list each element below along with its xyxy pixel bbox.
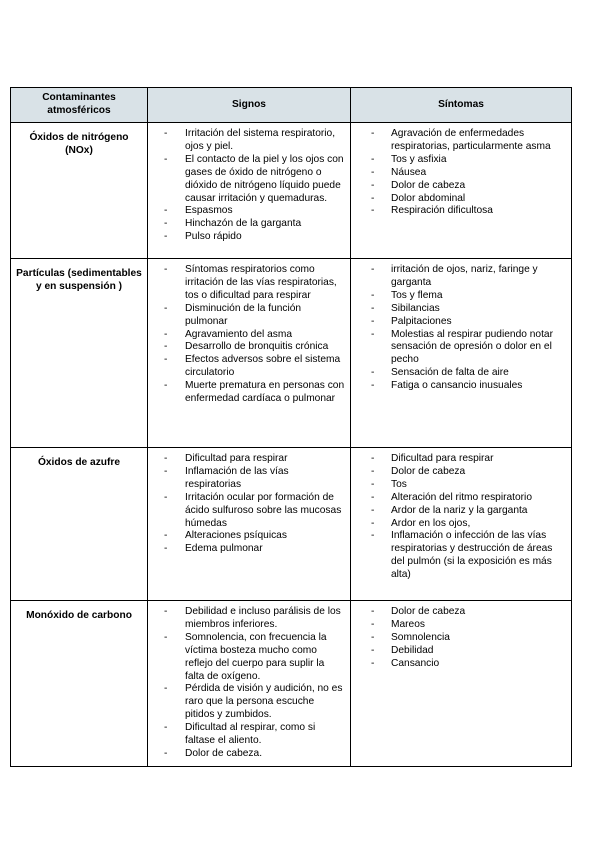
- list-item: - Fatiga o cansancio inusuales: [355, 380, 567, 393]
- table-body: [11, 123, 572, 767]
- header-sintomas: Síntomas: [351, 88, 572, 123]
- list-item: - Pérdida de visión y audición, no es raro que la persona escuche pitidos y zumbidos.: [152, 683, 346, 722]
- sintomas-list: [355, 453, 567, 582]
- list-item: - Dolor de cabeza.: [152, 748, 346, 761]
- list-item: - Agravamiento del asma: [152, 329, 346, 342]
- list-item: - Ardor de la nariz y la garganta: [355, 505, 567, 518]
- list-item: - Respiración dificultosa: [355, 205, 567, 218]
- sintomas-list: [355, 128, 567, 218]
- list-item: - Hinchazón de la garganta: [152, 218, 346, 231]
- contaminant-name: Monóxido de carbono: [11, 601, 148, 767]
- list-item: - Dificultad para respirar: [152, 453, 346, 466]
- contaminant-name: Óxidos de azufre: [11, 448, 148, 601]
- list-item: - Dolor abdominal: [355, 193, 567, 206]
- list-item: - Irritación del sistema respiratorio, ojos y piel.: [152, 128, 346, 154]
- list-item: - Somnolencia, con frecuencia la víctima bosteza mucho como reflejo del cuerpo para suplir la falta de oxígeno.: [152, 632, 346, 684]
- row-oxidos-azufre: [11, 448, 572, 601]
- table-header: [11, 88, 572, 123]
- list-item: - Náusea: [355, 167, 567, 180]
- list-item: - Tos: [355, 479, 567, 492]
- contaminants-table: [10, 87, 572, 767]
- list-item: - Palpitaciones: [355, 316, 567, 329]
- contaminant-name: Partículas (sedimentables y en suspensión ): [11, 259, 148, 448]
- list-item: - Disminución de la función pulmonar: [152, 303, 346, 329]
- list-item: - Alteración del ritmo respiratorio: [355, 492, 567, 505]
- list-item: - irritación de ojos, nariz, faringe y garganta: [355, 264, 567, 290]
- signos-list: [152, 453, 346, 556]
- list-item: - Debilidad e incluso parálisis de los miembros inferiores.: [152, 606, 346, 632]
- list-item: - Dificultad para respirar: [355, 453, 567, 466]
- list-item: - Muerte prematura en personas con enfermedad cardíaca o pulmonar: [152, 380, 346, 406]
- list-item: - Dolor de cabeza: [355, 466, 567, 479]
- list-item: - Somnolencia: [355, 632, 567, 645]
- sintomas-list: [355, 264, 567, 393]
- list-item: - Sensación de falta de aire: [355, 367, 567, 380]
- list-item: - Dolor de cabeza: [355, 180, 567, 193]
- header-contaminantes: Contaminantes atmosféricos: [11, 88, 148, 123]
- signos-list: [152, 264, 346, 406]
- list-item: - Cansancio: [355, 658, 567, 671]
- list-item: - Desarrollo de bronquitis crónica: [152, 341, 346, 354]
- signos-cell: [148, 448, 351, 601]
- signos-list: [152, 128, 346, 244]
- list-item: - Molestias al respirar pudiendo notar sensación de opresión o dolor en el pecho: [355, 329, 567, 368]
- list-item: - Ardor en los ojos,: [355, 518, 567, 531]
- list-item: - El contacto de la piel y los ojos con gases de óxido de nitrógeno o dióxido de nitrógeno líquido puede causar irritación y quemaduras.: [152, 154, 346, 206]
- row-oxidos-nitrogeno: [11, 123, 572, 259]
- sintomas-cell: [351, 448, 572, 601]
- header-row: [11, 88, 572, 123]
- row-monoxido-carbono: [11, 601, 572, 767]
- list-item: - Tos y flema: [355, 290, 567, 303]
- header-signos: Signos: [148, 88, 351, 123]
- list-item: - Espasmos: [152, 205, 346, 218]
- sintomas-list: [355, 606, 567, 671]
- signos-cell: [148, 259, 351, 448]
- list-item: - Alteraciones psíquicas: [152, 530, 346, 543]
- signos-cell: [148, 123, 351, 259]
- sintomas-cell: [351, 259, 572, 448]
- list-item: - Dificultad al respirar, como si faltase el aliento.: [152, 722, 346, 748]
- list-item: - Síntomas respiratorios como irritación de las vías respiratorias, tos o dificultad para respirar: [152, 264, 346, 303]
- sintomas-cell: [351, 123, 572, 259]
- list-item: - Tos y asfixia: [355, 154, 567, 167]
- list-item: - Inflamación de las vías respiratorias: [152, 466, 346, 492]
- row-particulas: [11, 259, 572, 448]
- contaminant-name: Óxidos de nitrógeno (NOx): [11, 123, 148, 259]
- list-item: - Agravación de enfermedades respiratorias, particularmente asma: [355, 128, 567, 154]
- list-item: - Edema pulmonar: [152, 543, 346, 556]
- signos-list: [152, 606, 346, 761]
- list-item: - Irritación ocular por formación de ácido sulfuroso sobre las mucosas húmedas: [152, 492, 346, 531]
- signos-cell: [148, 601, 351, 767]
- sintomas-cell: [351, 601, 572, 767]
- list-item: - Efectos adversos sobre el sistema circulatorio: [152, 354, 346, 380]
- list-item: - Debilidad: [355, 645, 567, 658]
- list-item: - Sibilancias: [355, 303, 567, 316]
- list-item: - Pulso rápido: [152, 231, 346, 244]
- list-item: - Dolor de cabeza: [355, 606, 567, 619]
- list-item: - Inflamación o infección de las vías respiratorias y destrucción de áreas del pulmón (si la exposición es más alta): [355, 530, 567, 582]
- list-item: - Mareos: [355, 619, 567, 632]
